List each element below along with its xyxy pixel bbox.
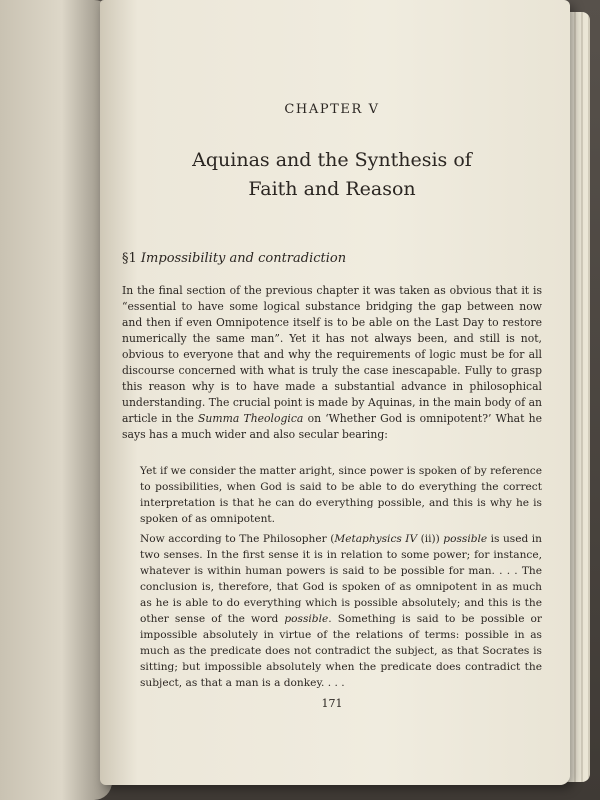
body-paragraph — [122, 283, 542, 443]
paragraph-text: In the final section of the previous chapter it was taken as obvious that it is “essential to have some logical substance bridging the gap between now and then if even Omnipotence itself is to be able on the Last Day to restore numerically the same man”. Yet it has not always been, and still is not, obvious to everyone that and why the requirements of logic must be for all discourse concerned with what is truly the case inescapable. Fully to grasp this reason why is to have made a substantial advance in philosophical understanding. The crucial point is made by Aquinas, in the main body of an article in the — [122, 284, 542, 425]
quote-paragraph-1: Yet if we consider the matter aright, since power is spoken of by reference to possibilities, when God is said to be able to do everything the correct interpretation is that he can do everything possible, and this is why he is spoken of as omnipotent. — [140, 465, 542, 525]
block-quote — [140, 463, 542, 691]
chapter-title — [122, 146, 542, 204]
quote2-italic-word: possible — [443, 533, 488, 545]
quote2-ref: Metaphysics IV — [334, 533, 418, 545]
section-title: Impossibility and contradiction — [140, 251, 347, 266]
section-symbol: §1 — [122, 251, 137, 266]
quote-paragraph-2 — [140, 531, 542, 691]
page-number: 171 — [321, 697, 343, 710]
page-content — [122, 0, 542, 785]
quote2-end: . Something is said to be possible or impossible absolutely in virtue of the relations of terms: possible in as much as the predicate does not contradict the subject, as that Socrates is sitting; but impossible absolutely when the predicate does contradict the subject, as that a man is a donkey. . . . — [140, 613, 542, 689]
chapter-title-line-2: Faith and Reason — [248, 178, 416, 200]
chapter-title-line-1: Aquinas and the Synthesis of — [192, 149, 472, 171]
quote2-italic-word-2: possible — [284, 613, 329, 625]
chapter-label: CHAPTER V — [284, 102, 380, 117]
paragraph-text-end: on ‘Whether God is omnipotent?’ What he says has a much wider and also secular bearing: — [122, 412, 543, 441]
paragraph-italic-title: Summa Theologica — [198, 412, 304, 425]
section-heading — [122, 251, 346, 266]
quote2-start: Now according to The Philosopher ( — [140, 533, 335, 545]
book-page — [100, 0, 570, 785]
facing-page-edge — [0, 0, 112, 800]
quote2-ref-tail: (ii)) — [417, 533, 444, 545]
quote2-mid: is used in two senses. In the first sense it is in relation to some power; for instance, whatever is within human powers is said to be possible for man. . . . The conclusion is, therefore, that God is spoken of as omnipotent in as much as he is able to do everything which is possible absolutely; and this is the other sense of the word — [140, 533, 542, 625]
